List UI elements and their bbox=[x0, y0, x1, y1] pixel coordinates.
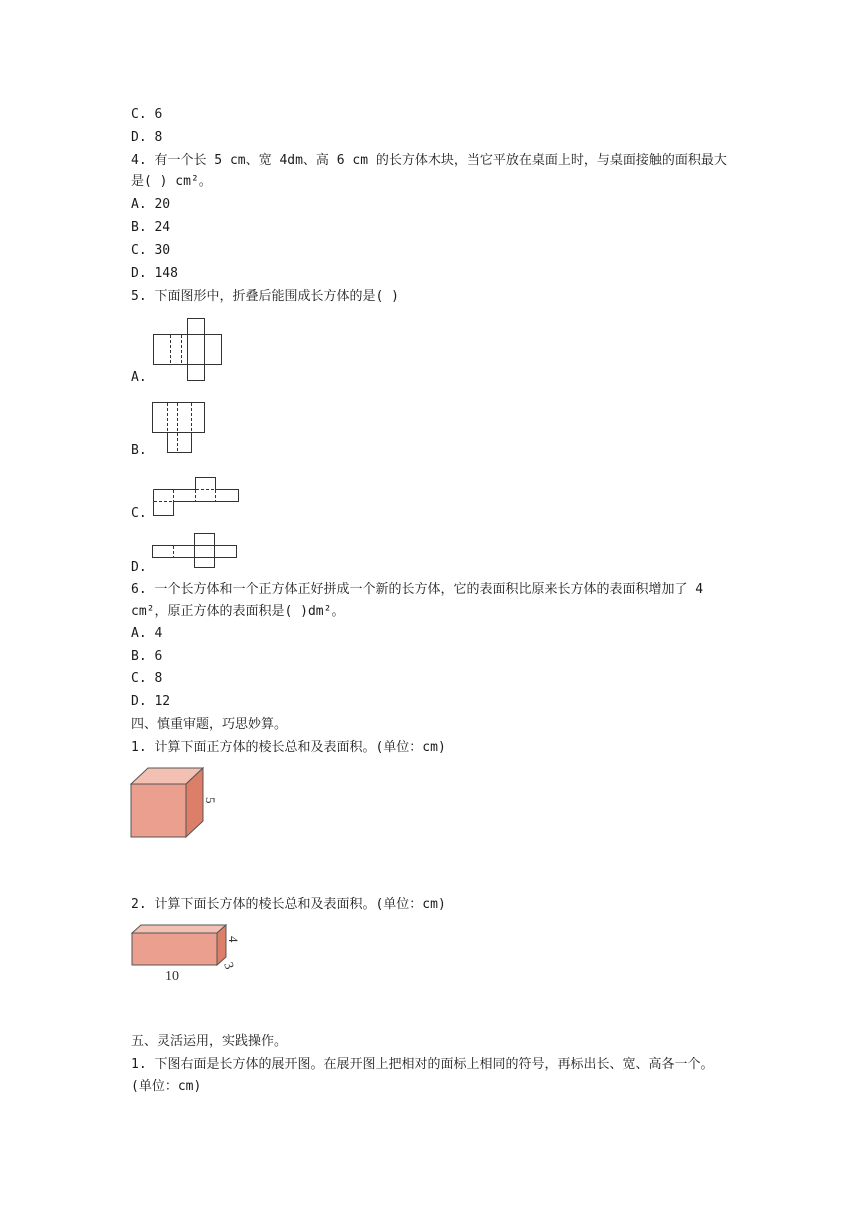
cuboid-height-label: 4 bbox=[226, 936, 241, 943]
section4-q1: 1. 计算下面正方体的棱长总和及表面积。(单位：cm) bbox=[131, 740, 446, 755]
q4-option-c: C. 30 bbox=[131, 243, 171, 258]
cuboid-figure bbox=[130, 924, 250, 984]
cube-edge-label: 5 bbox=[203, 797, 218, 804]
q5-option-c-label: C. bbox=[131, 506, 147, 521]
q6-stem-line2: cm²，原正方体的表面积是( )dm²。 bbox=[131, 604, 345, 619]
q4-option-b: B. 24 bbox=[131, 220, 171, 235]
q3-option-d: D. 8 bbox=[131, 130, 163, 145]
q5-option-a-label: A. bbox=[131, 370, 147, 385]
q5-stem: 5. 下面图形中，折叠后能围成长方体的是( ) bbox=[131, 289, 399, 304]
section4-title: 四、慎重审题，巧思妙算。 bbox=[131, 717, 288, 732]
section4-q2: 2. 计算下面长方体的棱长总和及表面积。(单位：cm) bbox=[131, 897, 446, 912]
net-figure-c bbox=[153, 477, 239, 517]
cuboid-length-label: 10 bbox=[165, 969, 179, 984]
net-figure-b bbox=[152, 402, 206, 454]
q4-stem-line1: 4. 有一个长 5 cm、宽 4dm、高 6 cm 的长方体木块，当它平放在桌面上时，与桌面接触的面积最大 bbox=[131, 153, 727, 168]
cuboid-width-label: 3 bbox=[221, 959, 238, 972]
q6-stem-line1: 6. 一个长方体和一个正方体正好拼成一个新的长方体，它的表面积比原来长方体的表面积增加了 4 bbox=[131, 582, 704, 597]
q5-option-b-label: B. bbox=[131, 443, 147, 458]
section5-title: 五、灵活运用，实践操作。 bbox=[131, 1034, 288, 1049]
section5-q1-line1: 1. 下图右面是长方体的展开图。在展开图上把相对的面标上相同的符号，再标出长、宽、高各一个。 bbox=[131, 1057, 714, 1072]
q4-option-a: A. 20 bbox=[131, 197, 171, 212]
q4-option-d: D. 148 bbox=[131, 266, 178, 281]
q3-option-c: C. 6 bbox=[131, 107, 163, 122]
q6-option-b: B. 6 bbox=[131, 649, 163, 664]
q6-option-d: D. 12 bbox=[131, 694, 171, 709]
section5-q1-line2: (单位：cm) bbox=[131, 1079, 202, 1094]
net-figure-d bbox=[152, 533, 238, 569]
q4-stem-line2: 是( ) cm²。 bbox=[131, 174, 212, 189]
net-figure-a bbox=[153, 318, 223, 382]
q5-option-d-label: D. bbox=[131, 560, 147, 575]
cube-figure bbox=[130, 767, 220, 839]
q6-option-c: C. 8 bbox=[131, 671, 163, 686]
q6-option-a: A. 4 bbox=[131, 626, 163, 641]
